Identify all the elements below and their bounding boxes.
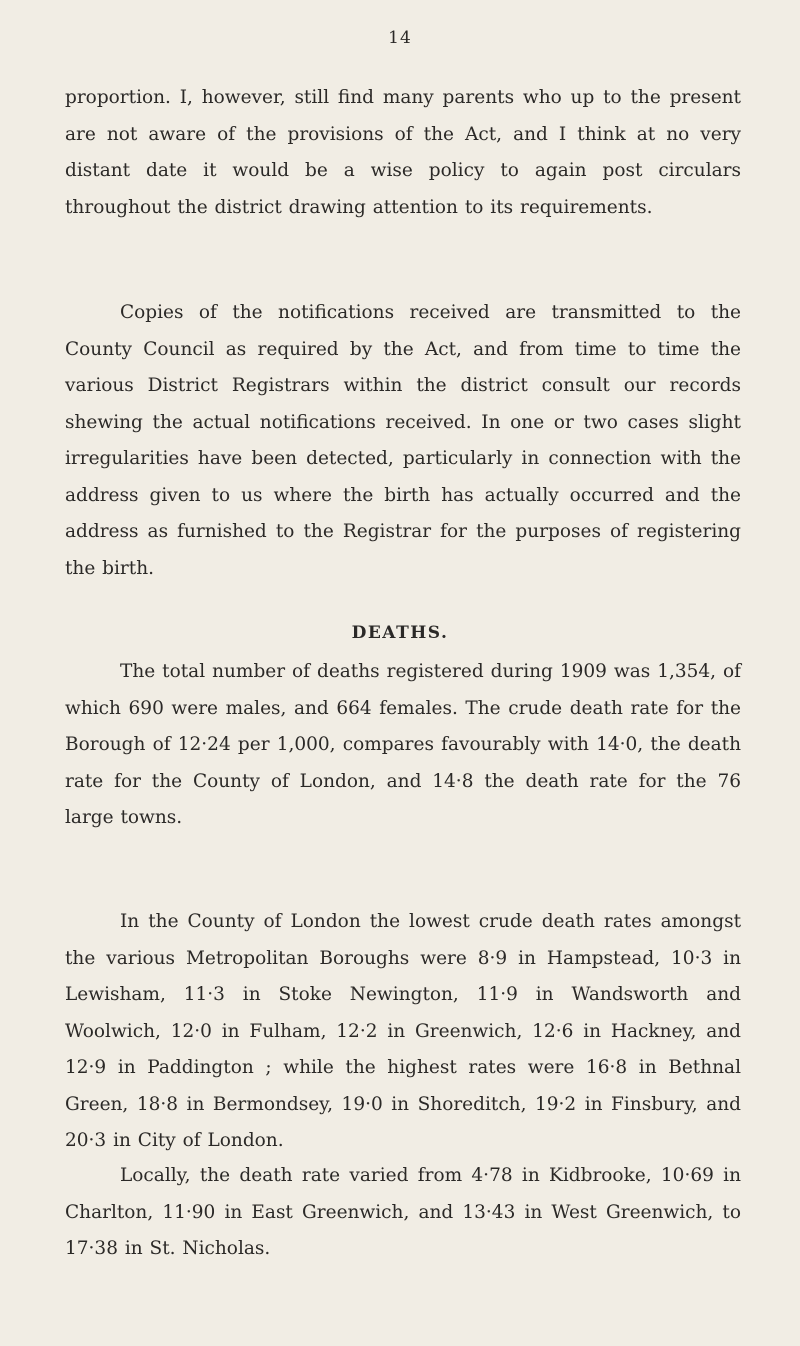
paragraph-total-deaths: The total number of deaths registered during 1909 was 1,354, of which 690 were males, and 664 females. The crude death rate for the Borough of 12·24 per 1,000, compares favourably with 14·0, the death rate for the County of London, and 14·8 the death rate for the 76 large towns. <box>65 661 741 828</box>
paragraph-notifications: Copies of the notifications received are transmitted to the County Council as required by the Act, and from time to time the various District Registrars within the district consult our records shewing the actual notifications received. In one or two cases slight irregularities have been detected, particularly in connection with the address given to us where the birth has actually occurred and the address as furnished to the Registrar for the purposes of registering the birth. <box>65 302 741 579</box>
section-heading-deaths: DEATHS. <box>351 623 449 643</box>
page-number: 14 <box>388 28 412 48</box>
paragraph-local-rates: Locally, the death rate varied from 4·78 in Kidbrooke, 10·69 in Charlton, 11·90 in East Greenwich, and 13·43 in West Greenwich, to 17·38 in St. Nicholas. <box>65 1165 741 1259</box>
paragraph-proportion: proportion. I, however, still find many parents who up to the present are not aware of the provisions of the Act, and I think at no very distant date it would be a wise policy to again post circulars throughout the district drawing attention to its requirements. <box>65 87 741 218</box>
paragraph-county-rates: In the County of London the lowest crude death rates amongst the various Metropolitan Boroughs were 8·9 in Hampstead, 10·3 in Lewisham, 11·3 in Stoke Newington, 11·9 in Wandsworth and Woolwich, 12·0 in Fulham, 12·2 in Greenwich, 12·6 in Hackney, and 12·9 in Paddington ; while the highest rates were 16·8 in Bethnal Green, 18·8 in Bermondsey, 19·0 in Shoreditch, 19·2 in Finsbury, and 20·3 in City of London. <box>65 911 741 1151</box>
